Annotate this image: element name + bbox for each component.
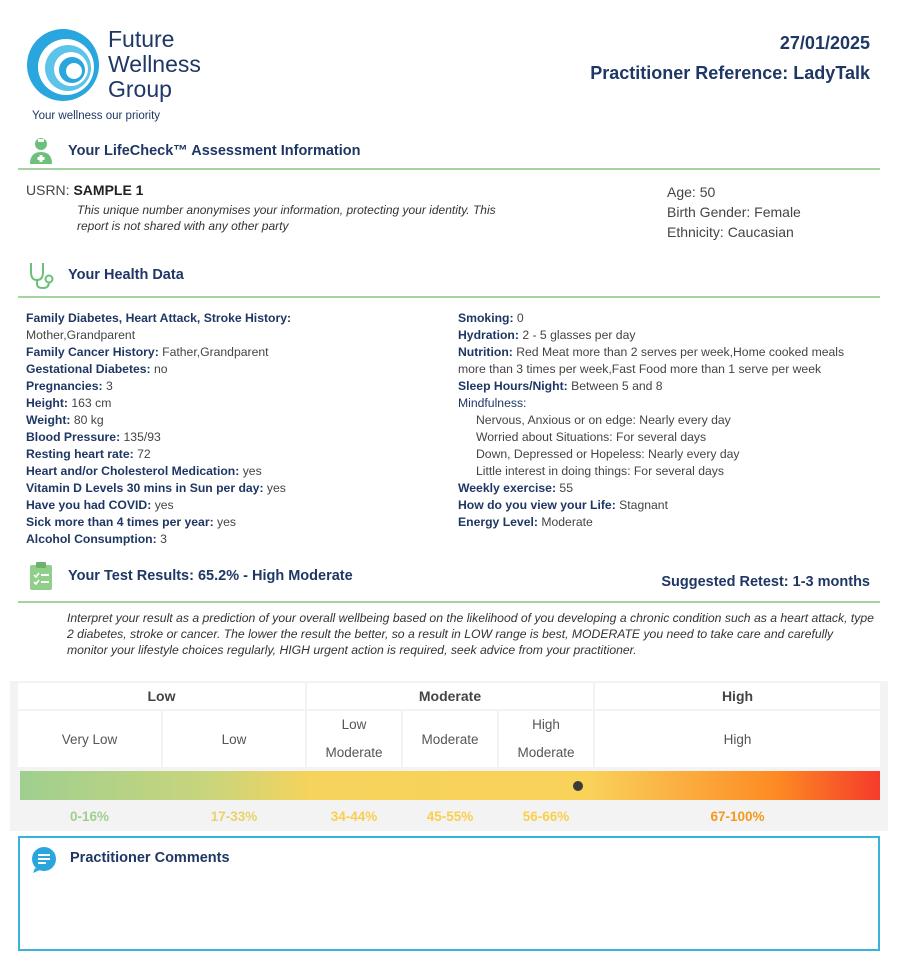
health-data-label: Sick more than 4 times per year:	[26, 515, 214, 529]
mindfulness-item: Nervous, Anxious or on edge: Nearly every day	[476, 413, 731, 427]
health-data-row	[26, 497, 436, 514]
health-data-row	[458, 344, 873, 378]
health-data-row	[458, 327, 873, 344]
range-low: 17-33%	[210, 809, 258, 824]
logo-swirl-icon	[26, 28, 100, 102]
health-data-value: yes	[217, 515, 236, 529]
health-data-value: 0	[516, 311, 524, 325]
risk-gradient-bar	[20, 771, 880, 800]
range-moderate: 45-55%	[426, 809, 474, 824]
health-data-value: 135/93	[123, 430, 161, 444]
usrn-label: USRN:	[26, 182, 70, 198]
health-data-label: Blood Pressure:	[26, 430, 121, 444]
health-data-label: Smoking:	[458, 311, 514, 325]
health-data-row	[26, 378, 436, 395]
stethoscope-icon	[26, 260, 56, 290]
health-data-row	[26, 429, 436, 446]
divider	[18, 296, 880, 298]
risk-scale	[10, 681, 888, 831]
practitioner-reference: Practitioner Reference: LadyTalk	[590, 63, 870, 83]
health-data-right	[458, 310, 873, 531]
health-data-row	[458, 378, 873, 395]
health-data-value: Stagnant	[619, 498, 668, 512]
health-data-value: Mother,Grandparent	[26, 328, 136, 342]
suggested-retest: Suggested Retest: 1-3 months	[661, 574, 870, 590]
health-data-label: Have you had COVID:	[26, 498, 152, 512]
health-data-label: Vitamin D Levels 30 mins in Sun per day:	[26, 481, 264, 495]
health-title: Your Health Data	[68, 267, 184, 283]
health-data-value: yes	[242, 464, 262, 478]
health-data-value: 3	[105, 379, 113, 393]
health-data-value: yes	[154, 498, 174, 512]
health-data-value: Father,Grandparent	[162, 345, 269, 359]
health-data-label: Energy Level:	[458, 515, 538, 529]
health-data-label: How do you view your Life:	[458, 498, 616, 512]
birth-gender: Birth Gender: Female	[667, 204, 801, 220]
scale-band-very-low: Very Low	[18, 711, 161, 767]
health-data-value: yes	[266, 481, 286, 495]
health-data-row	[458, 514, 873, 531]
assessment-section-header	[26, 136, 360, 166]
divider	[18, 168, 880, 170]
scale-band-high: High	[595, 711, 880, 767]
health-data-row	[26, 395, 436, 412]
brand-tagline: Your wellness our priority	[32, 110, 161, 122]
mindfulness-item: Little interest in doing things: For several days	[476, 464, 724, 478]
scale-group-moderate: Moderate	[307, 683, 593, 709]
health-data-label: Weight:	[26, 413, 71, 427]
health-data-row	[458, 480, 873, 497]
health-data-row	[26, 531, 436, 548]
range-high-moderate: 56-66%	[522, 809, 570, 824]
range-high: 67-100%	[710, 809, 765, 824]
brand-name: Future Wellness Group	[108, 26, 201, 102]
health-data-label: Family Diabetes, Heart Attack, Stroke History:	[26, 311, 292, 325]
health-data-value: 72	[137, 447, 151, 461]
health-data-left	[26, 310, 436, 548]
health-data-value: Moderate	[541, 515, 593, 529]
report-date: 27/01/2025	[779, 33, 870, 53]
practitioner-comments-box[interactable]	[18, 836, 880, 951]
results-section-header	[26, 561, 353, 591]
health-data-row	[26, 412, 436, 429]
health-data-label: Hydration:	[458, 328, 519, 342]
ethnicity: Ethnicity: Caucasian	[667, 224, 794, 240]
scale-band-low: Low	[163, 711, 305, 767]
demographics	[667, 182, 801, 242]
health-data-row	[26, 514, 436, 531]
health-data-row	[26, 361, 436, 378]
mindfulness-label: Mindfulness:	[458, 396, 527, 410]
range-very-low: 0-16%	[69, 809, 110, 824]
health-data-value: 163 cm	[71, 396, 112, 410]
health-section-header	[26, 260, 184, 290]
chat-bubble-icon	[30, 846, 58, 874]
usrn	[26, 182, 143, 198]
score-marker	[573, 781, 583, 791]
health-data-value: Red Meat more than 2 serves per week,Home cooked meals more than 3 times per week,Fast Food more than 1 serve per week	[458, 345, 845, 376]
age: Age: 50	[667, 184, 716, 200]
usrn-value: SAMPLE 1	[73, 182, 144, 198]
health-data-label: Sleep Hours/Night:	[458, 379, 568, 393]
health-data-row	[26, 327, 436, 344]
scale-band-moderate: Moderate	[403, 711, 497, 767]
mindfulness-item: Worried about Situations: For several days	[476, 430, 707, 444]
result-interpretation: Interpret your result as a prediction of your overall wellbeing based on the likelihood of you developing a chronic condition such as a heart attack, type 2 diabetes, stroke or cancer. The lower the result the better, so a result in LOW range is best, MODERATE you need to take care and carefully monitor your lifestyle choices regularly, HIGH urgent action is required, seek advice from your practitioner.	[67, 611, 874, 657]
divider	[18, 601, 880, 603]
scale-group-high: High	[595, 683, 880, 709]
health-data-row	[458, 310, 873, 327]
health-data-value: 2 - 5 glasses per day	[522, 328, 636, 342]
scale-group-low: Low	[18, 683, 305, 709]
health-data-label: Alcohol Consumption:	[26, 532, 157, 546]
health-data-label: Resting heart rate:	[26, 447, 134, 461]
health-data-label: Gestational Diabetes:	[26, 362, 151, 376]
comments-title: Practitioner Comments	[70, 850, 230, 866]
health-data-label: Heart and/or Cholesterol Medication:	[26, 464, 240, 478]
range-low-moderate: 34-44%	[330, 809, 378, 824]
results-title: Your Test Results: 65.2% - High Moderate	[68, 568, 353, 584]
scale-band-high-moderate: High Moderate	[499, 711, 593, 767]
health-data-value: 3	[160, 532, 167, 546]
health-data-value: Between 5 and 8	[571, 379, 663, 393]
health-data-label: Nutrition:	[458, 345, 513, 359]
health-data-value: 55	[559, 481, 573, 495]
health-data-row	[26, 310, 436, 327]
health-data-row	[26, 480, 436, 497]
health-data-row	[26, 344, 436, 361]
health-data-label: Height:	[26, 396, 68, 410]
usrn-note: This unique number anonymises your information, protecting your identity. This report is not shared with any other party	[77, 203, 496, 233]
health-data-label: Weekly exercise:	[458, 481, 557, 495]
scale-band-low-moderate: Low Moderate	[307, 711, 401, 767]
doctor-icon	[26, 136, 56, 166]
health-data-label: Pregnancies:	[26, 379, 103, 393]
health-data-value: no	[154, 362, 168, 376]
health-data-row	[458, 497, 873, 514]
health-data-row	[26, 446, 436, 463]
health-data-row	[26, 463, 436, 480]
clipboard-icon	[26, 561, 56, 591]
mindfulness-item: Down, Depressed or Hopeless: Nearly every day	[476, 447, 740, 461]
health-data-label: Family Cancer History:	[26, 345, 159, 359]
assessment-title: Your LifeCheck™ Assessment Information	[68, 143, 361, 159]
health-data-value: 80 kg	[73, 413, 104, 427]
